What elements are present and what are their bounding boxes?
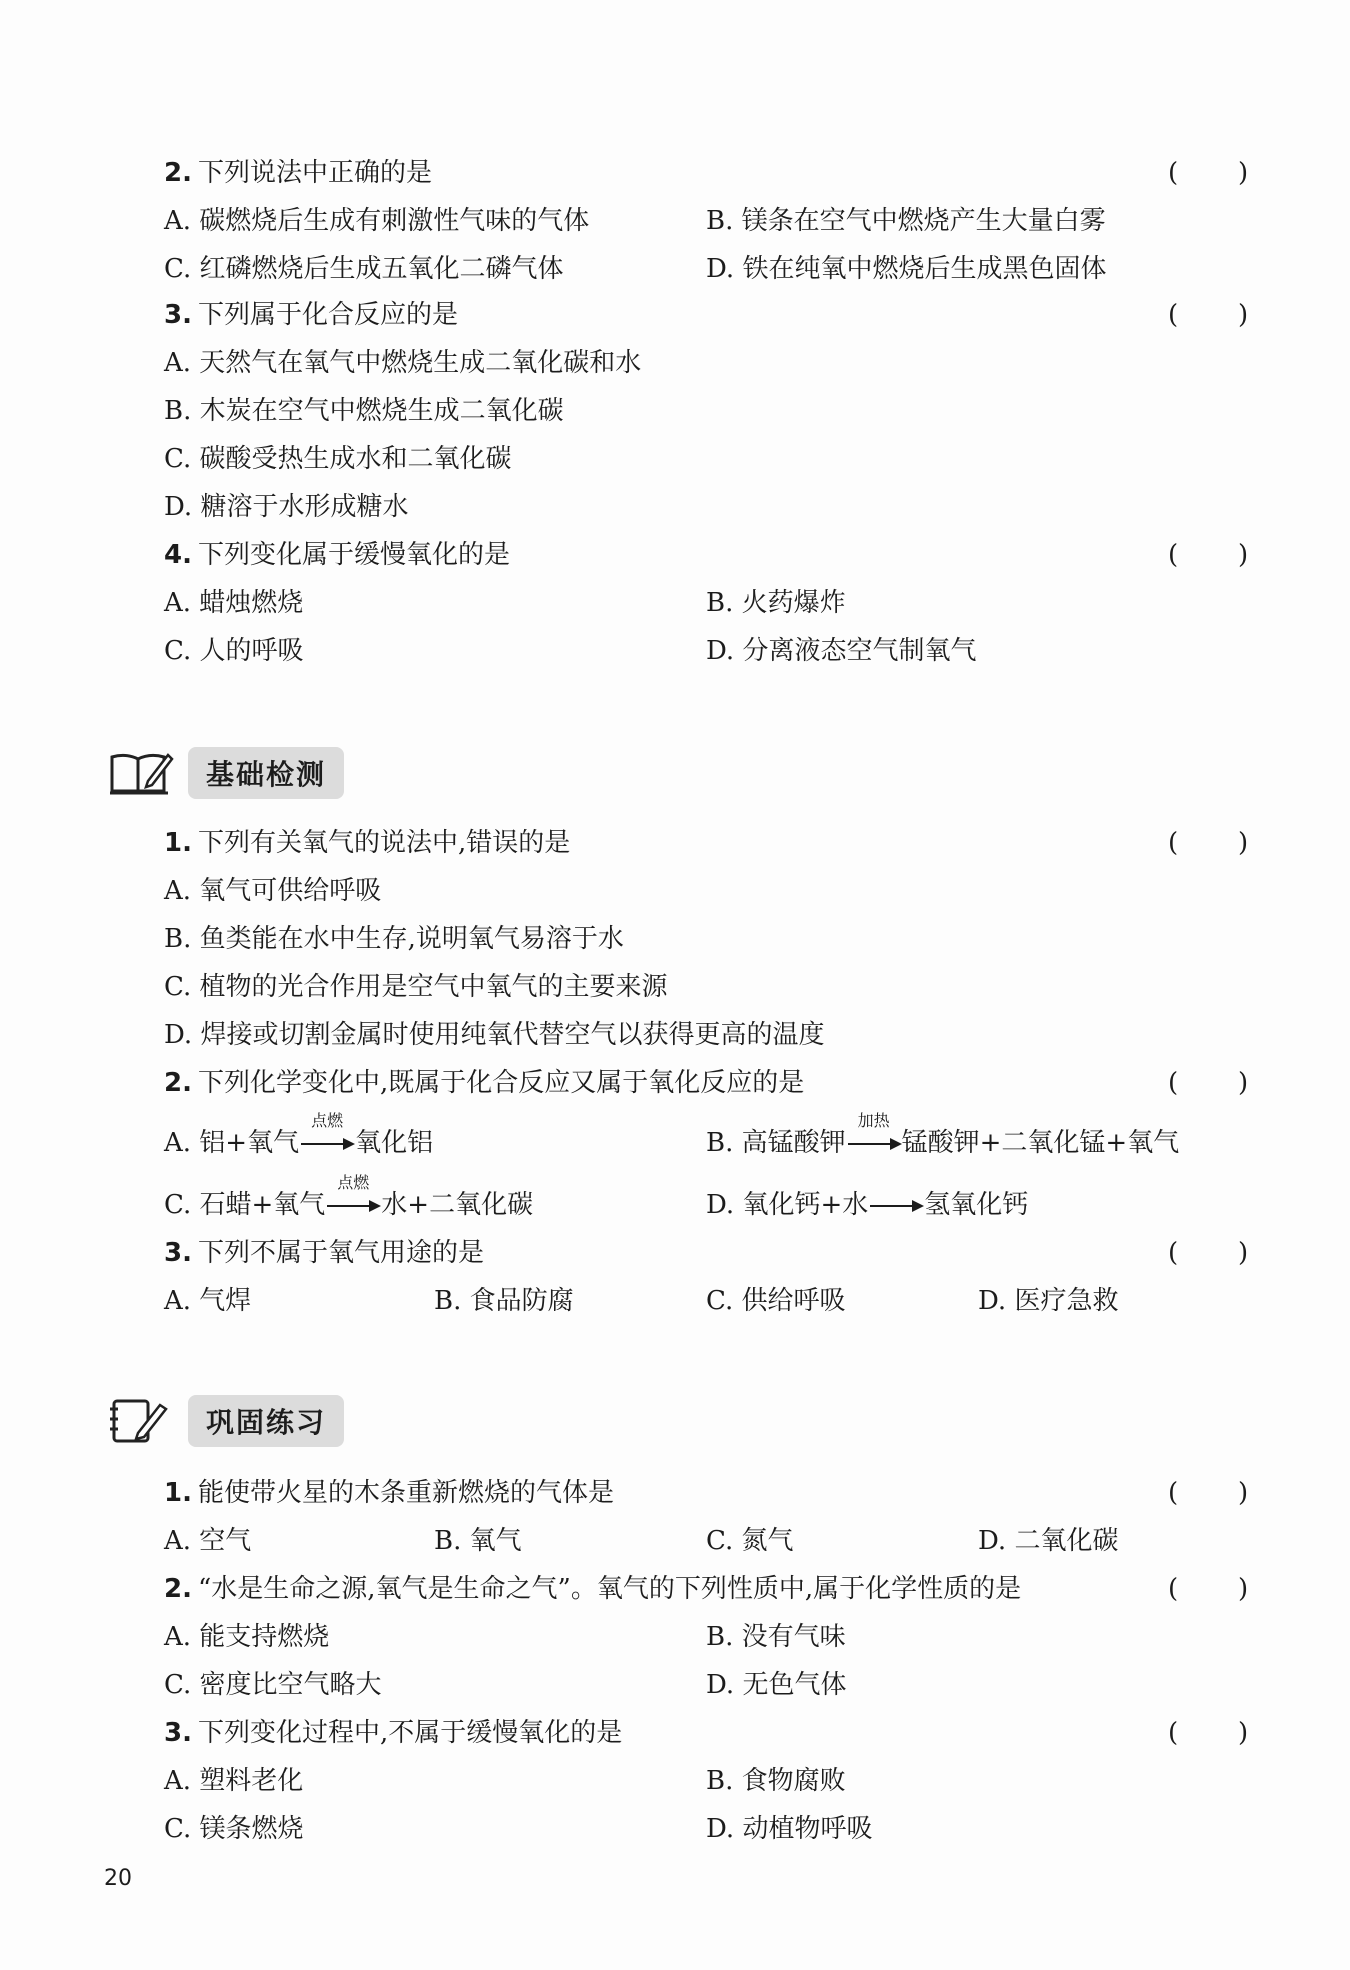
- option-d: D. 医疗急救: [978, 1286, 1119, 1316]
- reaction-arrow: 点燃: [301, 1126, 353, 1160]
- option-a: A. 空气: [164, 1526, 252, 1556]
- option-b: B. 没有气味: [706, 1622, 846, 1652]
- question-stem: 4. 下列变化属于缓慢氧化的是: [164, 540, 510, 570]
- answer-paren-left: (: [1168, 1574, 1179, 1604]
- notebook-pencil-icon: [108, 1397, 174, 1445]
- answer-paren-left: (: [1168, 1238, 1179, 1268]
- option-c: C. 密度比空气略大: [164, 1670, 382, 1700]
- option-b: B. 鱼类能在水中生存,说明氧气易溶于水: [164, 924, 624, 954]
- answer-paren-left: (: [1168, 1068, 1179, 1098]
- answer-paren-right: ): [1238, 1718, 1249, 1748]
- option-b: B. 镁条在空气中燃烧产生大量白雾: [706, 206, 1106, 236]
- option-d: D. 二氧化碳: [978, 1526, 1119, 1556]
- answer-paren-right: ): [1238, 828, 1249, 858]
- page-number: 20: [104, 1866, 132, 1891]
- answer-paren-left: (: [1168, 1718, 1179, 1748]
- question-stem: 3. 下列属于化合反应的是: [164, 300, 458, 330]
- answer-paren-left: (: [1168, 540, 1179, 570]
- reaction-arrow: 点燃: [327, 1188, 379, 1222]
- section-heading-basic-test: [108, 748, 344, 798]
- answer-paren-left: (: [1168, 300, 1179, 330]
- reaction-arrow: [870, 1188, 922, 1222]
- option-c: C. 供给呼吸: [706, 1286, 846, 1316]
- open-book-pencil-icon: [108, 749, 174, 797]
- question-stem: 1. 能使带火星的木条重新燃烧的气体是: [164, 1478, 614, 1508]
- option-c: C. 植物的光合作用是空气中氧气的主要来源: [164, 972, 668, 1002]
- option-a: A. 碳燃烧后生成有刺激性气味的气体: [164, 206, 590, 236]
- option-d: D. 无色气体: [706, 1670, 847, 1700]
- answer-paren-left: (: [1168, 828, 1179, 858]
- option-c: C. 碳酸受热生成水和二氧化碳: [164, 444, 512, 474]
- option-d: D. 分离液态空气制氧气: [706, 636, 977, 666]
- option-c: C. 氮气: [706, 1526, 794, 1556]
- option-c: C. 人的呼吸: [164, 636, 304, 666]
- question-stem: 3. 下列变化过程中,不属于缓慢氧化的是: [164, 1718, 623, 1748]
- answer-paren-right: ): [1238, 1574, 1249, 1604]
- option-c: C. 镁条燃烧: [164, 1814, 304, 1844]
- option-a: A. 铝+氧气 点燃 氧化铝: [164, 1111, 434, 1158]
- option-b: B. 高锰酸钾 加热 锰酸钾+二氧化锰+氧气: [706, 1111, 1180, 1158]
- section-title: 巩固练习: [188, 1395, 344, 1447]
- option-b: B. 木炭在空气中燃烧生成二氧化碳: [164, 396, 564, 426]
- answer-paren-left: (: [1168, 158, 1179, 188]
- option-a: A. 蜡烛燃烧: [164, 588, 304, 618]
- answer-paren-right: ): [1238, 540, 1249, 570]
- section-heading-consolidation: [108, 1396, 344, 1446]
- question-stem: 2. 下列说法中正确的是: [164, 158, 432, 188]
- question-stem: 1. 下列有关氧气的说法中,错误的是: [164, 828, 571, 858]
- answer-paren-right: ): [1238, 158, 1249, 188]
- section-title: 基础检测: [188, 747, 344, 799]
- option-a: A. 天然气在氧气中燃烧生成二氧化碳和水: [164, 348, 642, 378]
- answer-paren-right: ): [1238, 1478, 1249, 1508]
- question-stem: 2. 下列化学变化中,既属于化合反应又属于氧化反应的是: [164, 1068, 805, 1098]
- option-b: B. 火药爆炸: [706, 588, 846, 618]
- option-b: B. 食物腐败: [706, 1766, 846, 1796]
- question-stem: 2. “水是生命之源,氧气是生命之气”。氧气的下列性质中,属于化学性质的是: [164, 1574, 1022, 1604]
- answer-paren-left: (: [1168, 1478, 1179, 1508]
- option-d: D. 动植物呼吸: [706, 1814, 873, 1844]
- option-d: D. 氧化钙+水 氢氧化钙: [706, 1190, 1029, 1220]
- option-d: D. 糖溶于水形成糖水: [164, 492, 409, 522]
- option-b: B. 氧气: [434, 1526, 522, 1556]
- reaction-arrow: 加热: [848, 1126, 900, 1160]
- option-a: A. 塑料老化: [164, 1766, 304, 1796]
- option-b: B. 食品防腐: [434, 1286, 574, 1316]
- option-a: A. 气焊: [164, 1286, 252, 1316]
- answer-paren-right: ): [1238, 1238, 1249, 1268]
- answer-paren-right: ): [1238, 300, 1249, 330]
- question-stem: 3. 下列不属于氧气用途的是: [164, 1238, 484, 1268]
- option-d: D. 焊接或切割金属时使用纯氧代替空气以获得更高的温度: [164, 1020, 825, 1050]
- option-c: C. 红磷燃烧后生成五氧化二磷气体: [164, 254, 564, 284]
- answer-paren-right: ): [1238, 1068, 1249, 1098]
- option-a: A. 能支持燃烧: [164, 1622, 330, 1652]
- option-d: D. 铁在纯氧中燃烧后生成黑色固体: [706, 254, 1107, 284]
- option-a: A. 氧气可供给呼吸: [164, 876, 382, 906]
- option-c: C. 石蜡+氧气 点燃 水+二氧化碳: [164, 1173, 534, 1220]
